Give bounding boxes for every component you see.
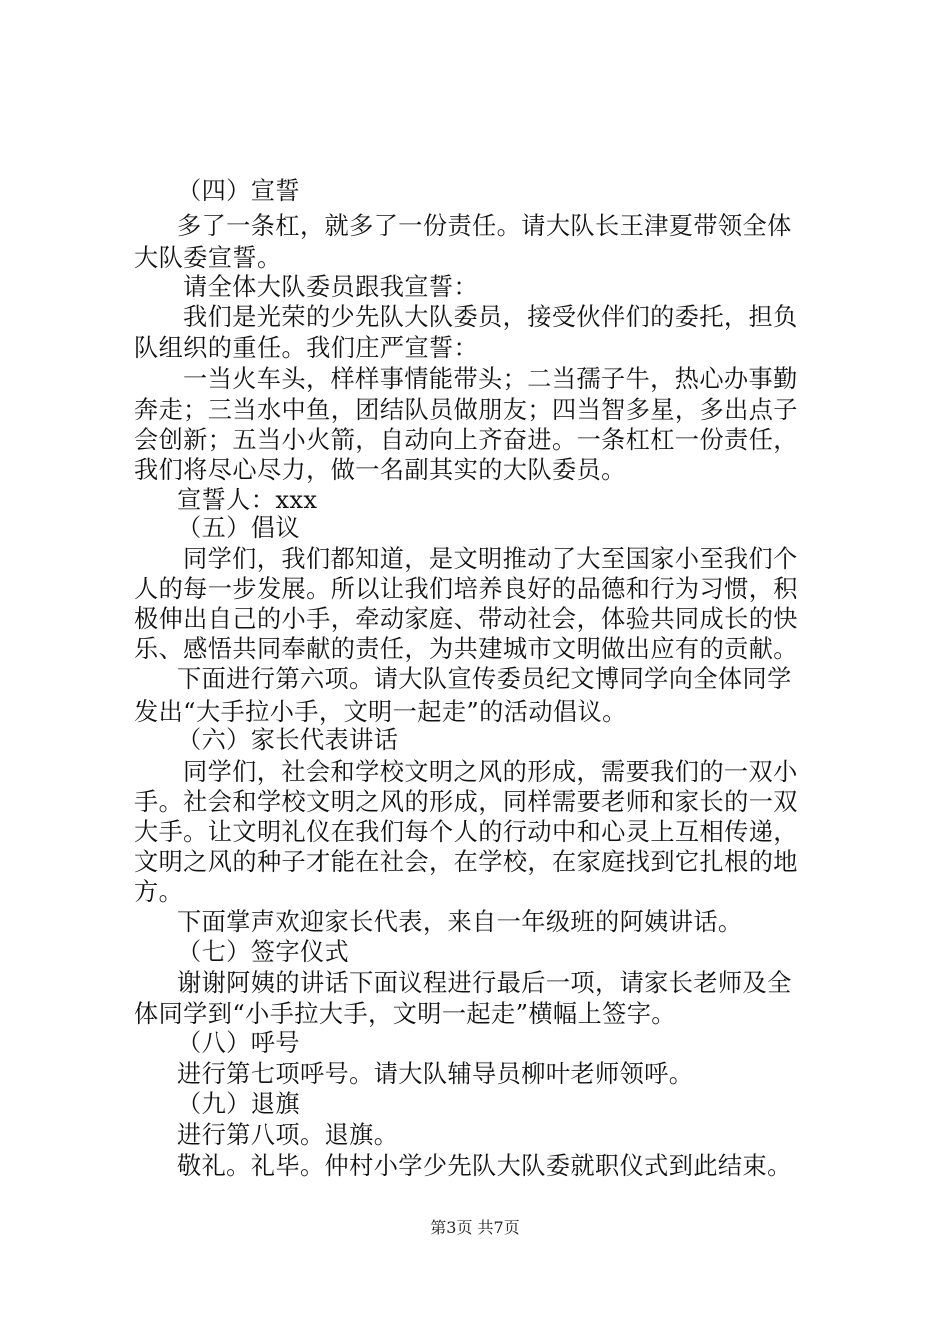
- paragraph-line: 队组织的重任。我们庄严宣誓：: [134, 334, 479, 362]
- paragraph-line: 敬礼。礼毕。仲村小学少先队大队委就职仪式到此结束。: [177, 1152, 792, 1180]
- section-heading-parent-speech: （六）家长代表讲话: [177, 726, 399, 754]
- paragraph-line: 体同学到“小手拉大手，文明一起走”横幅上签字。: [134, 1000, 676, 1028]
- paragraph-line: 奔走；三当水中鱼，团结队员做朋友；四当智多星，多出点子: [134, 396, 798, 424]
- paragraph-line: 请全体大队委员跟我宣誓：: [183, 273, 479, 301]
- paragraph-line: 宣誓人：xxx: [177, 486, 318, 514]
- paragraph-line: 进行第八项。退旗。: [177, 1121, 399, 1149]
- paragraph-line: 同学们，社会和学校文明之风的形成，需要我们的一双小: [183, 758, 798, 786]
- paragraph-line: 谢谢阿姨的讲话下面议程进行最后一项，请家长老师及全: [177, 969, 792, 997]
- section-heading-flag-retreat: （九）退旗: [177, 1090, 300, 1118]
- paragraph-line: 大队委宣誓。: [134, 244, 282, 272]
- paragraph-line: 大手。让文明礼仪在我们每个人的行动中和心灵上互相传递，: [134, 818, 798, 846]
- section-heading-proposal: （五）倡议: [177, 514, 300, 542]
- paragraph-line: 会创新；五当小火箭，自动向上齐奋进。一条杠杠一份责任，: [134, 426, 798, 454]
- paragraph-line: 进行第七项呼号。请大队辅导员柳叶老师领呼。: [177, 1060, 694, 1088]
- paragraph-line: 人的每一步发展。所以让我们培养良好的品德和行为习惯，积: [134, 575, 798, 603]
- paragraph-line: 我们将尽心尽力，做一名副其实的大队委员。: [134, 456, 626, 484]
- paragraph-line: 我们是光荣的少先队大队委员，接受伙伴们的委托，担负: [183, 303, 798, 331]
- paragraph-line: 发出“大手拉小手，文明一起走”的活动倡议。: [134, 698, 627, 726]
- paragraph-line: 下面进行第六项。请大队宣传委员纪文博同学向全体同学: [177, 665, 792, 693]
- paragraph-line: 同学们，我们都知道，是文明推动了大至国家小至我们个: [183, 545, 798, 573]
- page-number-footer: 第3页 共7页: [430, 1218, 520, 1237]
- section-heading-oath: （四）宣誓: [177, 177, 300, 205]
- paragraph-line: 极伸出自己的小手，牵动家庭、带动社会，体验共同成长的快: [134, 605, 798, 633]
- paragraph-line: 多了一条杠，就多了一份责任。请大队长王津夏带领全体: [177, 212, 792, 240]
- paragraph-line: 手。社会和学校文明之风的形成，同样需要老师和家长的一双: [134, 788, 798, 816]
- paragraph-line: 方。: [134, 878, 184, 906]
- paragraph-line: 下面掌声欢迎家长代表，来自一年级班的阿姨讲话。: [177, 908, 743, 936]
- paragraph-line: 乐、感悟共同奉献的责任，为共建城市文明做出应有的贡献。: [134, 635, 798, 663]
- section-heading-signing: （七）签字仪式: [177, 938, 350, 966]
- section-heading-slogan: （八）呼号: [177, 1029, 300, 1057]
- paragraph-line: 文明之风的种子才能在社会，在学校，在家庭找到它扎根的地: [134, 848, 798, 876]
- paragraph-line: 一当火车头，样样事情能带头；二当孺子牛，热心办事勤: [183, 365, 798, 393]
